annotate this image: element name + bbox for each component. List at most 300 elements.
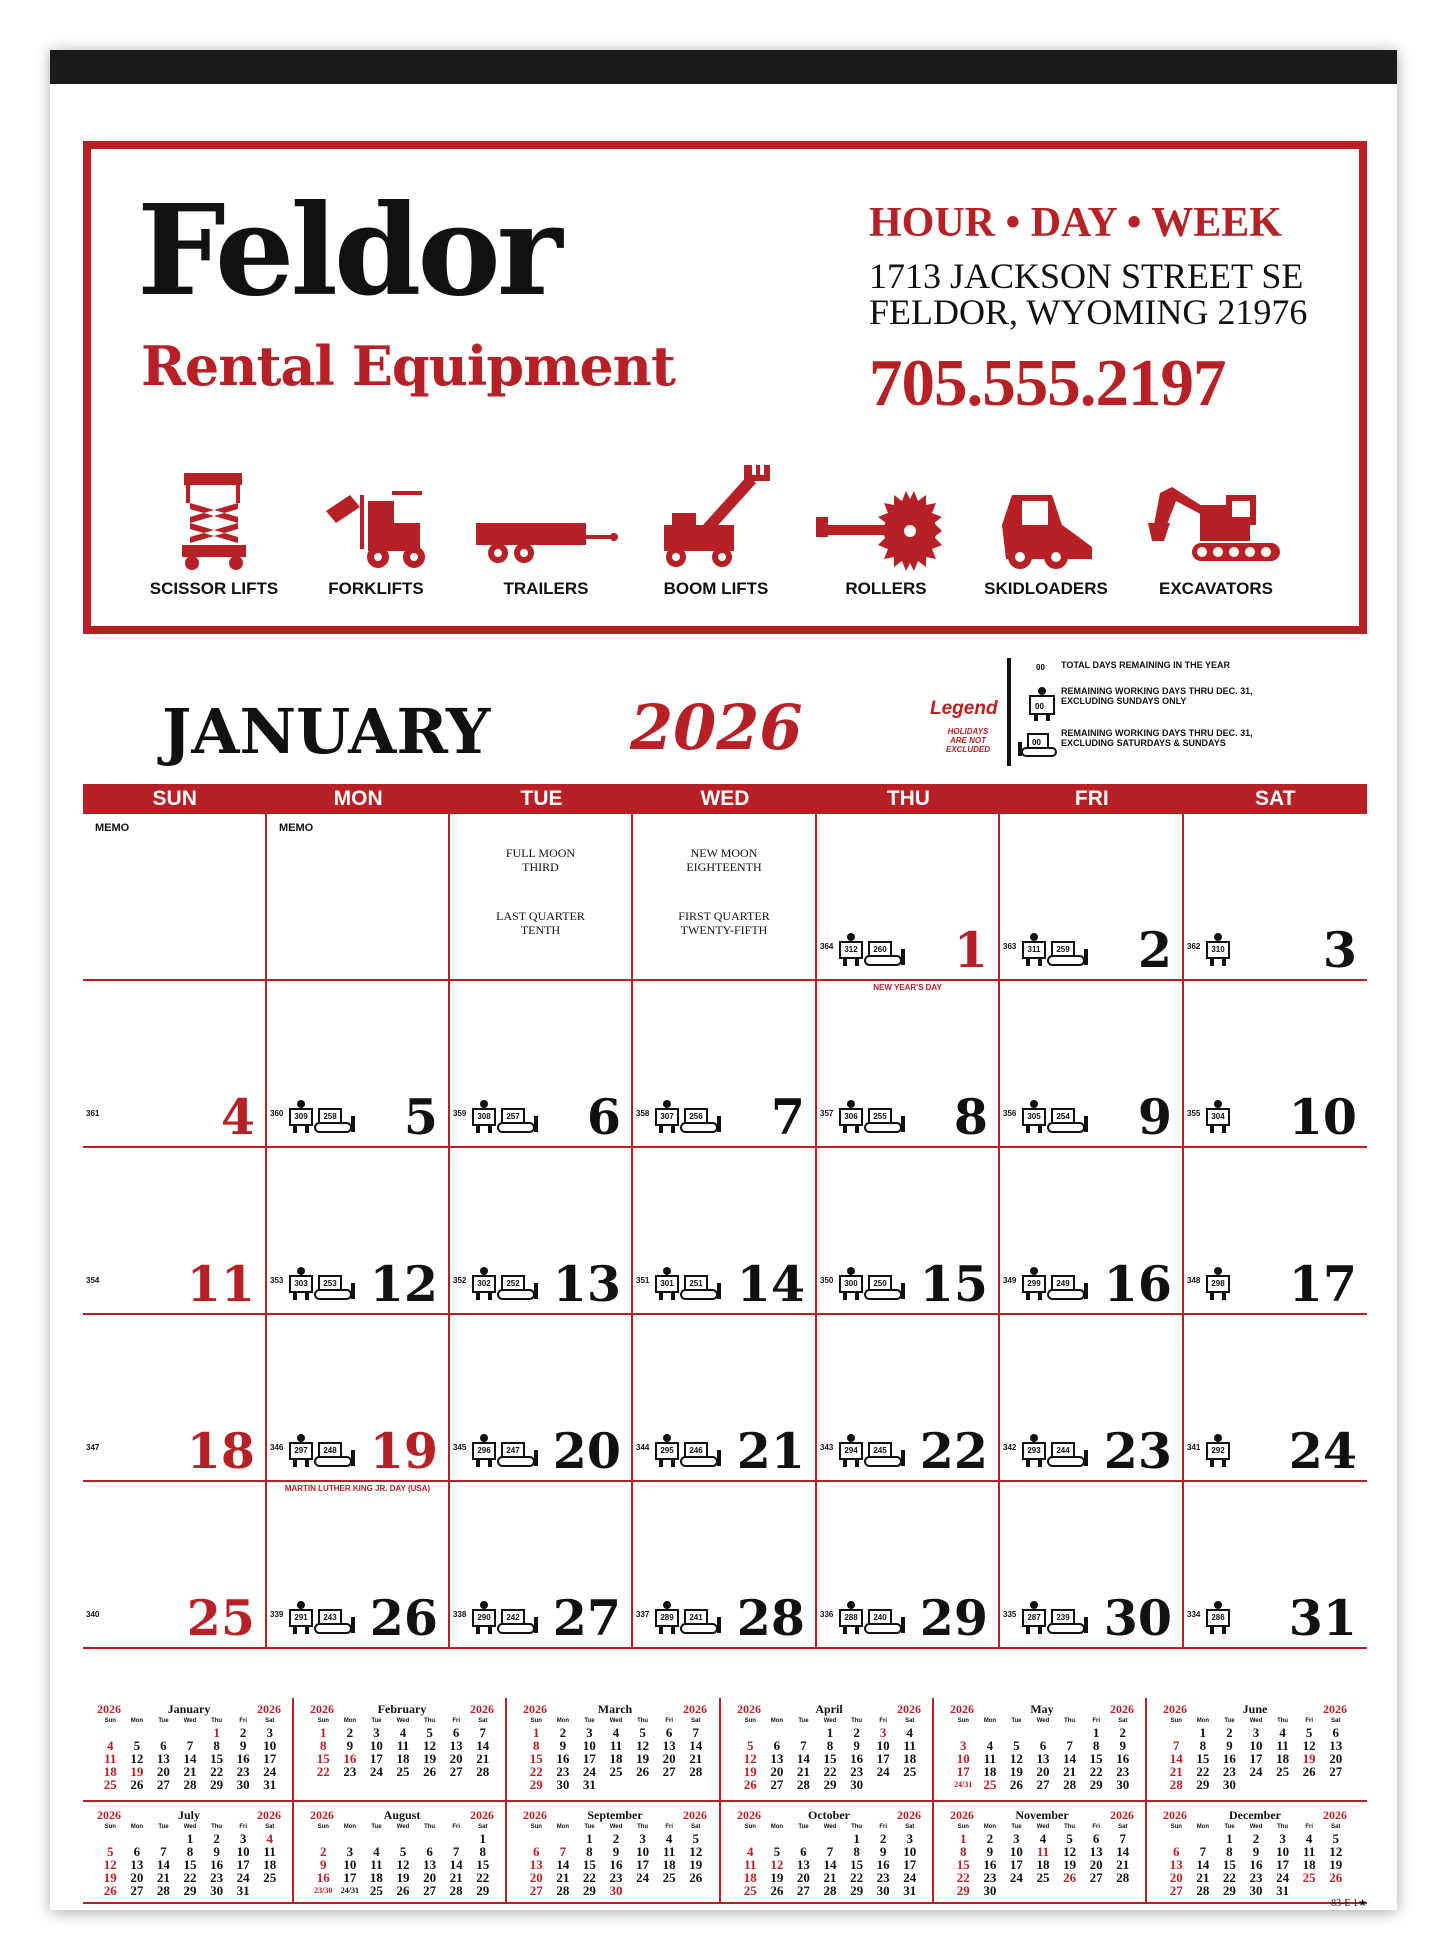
mini-day: 25: [1276, 1764, 1290, 1779]
mini-day: 7: [186, 1738, 194, 1753]
mini-day: 14: [476, 1738, 490, 1753]
working-days-icons: [287, 1100, 359, 1134]
mini-year: 2026: [257, 1702, 281, 1716]
day-cell[interactable]: [817, 981, 1000, 1148]
mini-day: 11: [744, 1857, 757, 1872]
mini-day: 20: [1169, 1870, 1183, 1885]
mini-day: 18: [1302, 1857, 1316, 1872]
advertiser-header: [83, 141, 1367, 634]
binding-strip: [50, 50, 1397, 84]
day-cell[interactable]: [817, 1482, 1000, 1649]
working-days-icons: [653, 1434, 725, 1468]
mini-day: 13: [662, 1738, 676, 1753]
mini-day: 3: [266, 1725, 273, 1740]
day-number: 17: [1288, 1255, 1357, 1313]
mini-day: 29: [956, 1883, 970, 1898]
moon-phase-label: FIRST QUARTER: [678, 909, 770, 923]
mini-month: [936, 1698, 1148, 1798]
mini-day: 2: [1226, 1725, 1233, 1740]
mini-weekdays: [1163, 1718, 1349, 1724]
mini-day: 23: [1222, 1764, 1236, 1779]
mini-day: 9: [612, 1844, 620, 1859]
mini-year: 2026: [897, 1702, 921, 1716]
mini-day: 20: [796, 1870, 810, 1885]
day-cell[interactable]: [83, 1148, 267, 1315]
mini-year: 2026: [97, 1808, 121, 1822]
mini-day: 11: [370, 1857, 383, 1872]
mini-weekday: Fri: [665, 1824, 674, 1830]
total-days-remaining: 360: [270, 1109, 284, 1118]
mini-weekday: Sat: [1118, 1718, 1128, 1724]
mini-day: 3: [346, 1844, 354, 1859]
working-days-icons: [837, 1267, 909, 1301]
mini-day: 1: [1092, 1725, 1100, 1740]
mini-day: 11: [263, 1844, 276, 1859]
day-cell[interactable]: [1184, 814, 1367, 981]
mini-weekday: Sat: [478, 1824, 488, 1830]
month-grid: [83, 784, 1367, 1649]
mini-days: [737, 1832, 923, 1897]
mini-weekday: Fri: [239, 1824, 248, 1830]
mini-day: 29: [210, 1777, 224, 1792]
mini-weekday: Wed: [396, 1718, 410, 1724]
total-days-remaining: 334: [1187, 1610, 1201, 1619]
mini-day: 8: [1092, 1738, 1100, 1753]
working-days-excl-weekends: 241: [689, 1613, 703, 1622]
working-days-excl-sundays: 297: [294, 1446, 308, 1455]
mini-day: 18: [983, 1764, 997, 1779]
mini-day: 27: [156, 1777, 170, 1792]
working-days-excl-sundays: 294: [844, 1446, 858, 1455]
mini-day: 23: [1249, 1870, 1263, 1885]
equipment-label: SKIDLOADERS: [984, 579, 1108, 598]
mini-day: 7: [1199, 1844, 1207, 1859]
day-cell[interactable]: [450, 1315, 633, 1482]
mini-month: [296, 1804, 508, 1904]
mini-day: 3: [586, 1725, 593, 1740]
mini-day: 12: [396, 1857, 410, 1872]
mini-year: 2026: [950, 1702, 974, 1716]
mini-year: 2026: [1163, 1702, 1187, 1716]
day-cell[interactable]: [1000, 1482, 1184, 1649]
working-days-excl-sundays: 290: [477, 1613, 491, 1622]
mini-day: 12: [130, 1751, 144, 1766]
day-cell[interactable]: [83, 1315, 267, 1482]
mini-weekday: Tue: [798, 1824, 809, 1830]
mini-day: 21: [556, 1870, 570, 1885]
mini-day: 21: [1196, 1870, 1210, 1885]
mini-day: 5: [399, 1844, 407, 1859]
mini-day: 26: [636, 1764, 650, 1779]
mini-day: 26: [770, 1883, 784, 1898]
mini-day: 28: [449, 1883, 463, 1898]
mini-day: 3: [1279, 1831, 1286, 1846]
mini-day: 3: [373, 1725, 380, 1740]
memo-label: MEMO: [95, 822, 130, 834]
mini-bottom-rule: [83, 1902, 1367, 1904]
working-days-excl-sundays: 311: [1027, 945, 1041, 954]
mini-days: [310, 1726, 496, 1778]
mini-weekday: Sat: [905, 1718, 915, 1724]
mini-day: 16: [876, 1857, 890, 1872]
mini-month-name: February: [377, 1702, 427, 1716]
roller-icon: [806, 465, 966, 575]
mini-day: 22: [210, 1764, 224, 1779]
legend-note: HOLIDAYS ARE NOT EXCLUDED: [945, 727, 990, 754]
memo-cell-mon[interactable]: [267, 814, 450, 981]
mini-day: 23: [236, 1764, 250, 1779]
memo-cell-sun[interactable]: [83, 814, 267, 981]
mini-day: 23: [876, 1870, 890, 1885]
day-cell[interactable]: [1000, 814, 1184, 981]
mini-day: 2: [612, 1831, 620, 1846]
working-days-excl-weekends: 250: [873, 1279, 887, 1288]
mini-day: 5: [1332, 1831, 1339, 1846]
mini-day: 10: [263, 1738, 277, 1753]
mini-day: 3: [879, 1725, 887, 1740]
day-cell[interactable]: [633, 1315, 817, 1482]
mini-day: 16: [609, 1857, 623, 1872]
mini-day: 6: [160, 1738, 167, 1753]
legend-text: TOTAL DAYS REMAINING IN THE YEAR: [1061, 660, 1231, 670]
mini-day: 17: [369, 1751, 383, 1766]
mini-day: 11: [662, 1844, 676, 1859]
mini-day: 6: [773, 1738, 781, 1753]
service-terms: HOUR • DAY • WEEK: [869, 200, 1282, 246]
mini-day: 7: [559, 1844, 567, 1859]
mini-day: 6: [533, 1844, 540, 1859]
mini-day: 30: [1249, 1883, 1263, 1898]
working-days-excl-sundays: 292: [1211, 1446, 1225, 1455]
mini-day: 12: [1063, 1844, 1077, 1859]
legend-item-excl-weekends: [1018, 728, 1278, 749]
mini-day: 12: [423, 1738, 437, 1753]
mini-days: [523, 1832, 709, 1897]
mini-day: 5: [1066, 1831, 1073, 1846]
mini-day: 5: [773, 1844, 781, 1859]
mini-day: 21: [183, 1764, 197, 1779]
total-days-remaining: 355: [1187, 1109, 1201, 1118]
mini-day: 4: [1039, 1831, 1047, 1846]
mini-day: 1: [1199, 1725, 1207, 1740]
mini-weekday: Sat: [691, 1824, 701, 1830]
mini-day: 7: [692, 1725, 699, 1740]
working-days-excl-weekends: 255: [873, 1112, 887, 1121]
mini-weekdays: [1163, 1824, 1349, 1830]
day-cell[interactable]: [1000, 1315, 1184, 1482]
mini-day: 9: [1252, 1844, 1260, 1859]
day-number: 11: [186, 1255, 255, 1313]
working-days-excl-sundays: 305: [1027, 1112, 1041, 1121]
working-days-excl-weekends: 248: [323, 1446, 337, 1455]
working-days-excl-weekends: 260: [873, 945, 887, 954]
equipment-label: SCISSOR LIFTS: [149, 579, 279, 598]
moon-phase-day: TENTH: [520, 923, 561, 937]
total-days-remaining: 340: [86, 1610, 100, 1619]
mini-day: 15: [316, 1751, 330, 1766]
mini-day: 10: [1009, 1844, 1023, 1859]
mini-day: 19: [770, 1870, 784, 1885]
mini-day: 24: [636, 1870, 650, 1885]
total-days-icon: [1018, 660, 1058, 676]
mini-weekday: Sun: [744, 1718, 756, 1724]
day-cell[interactable]: [1184, 1315, 1367, 1482]
mini-day: 30: [556, 1777, 570, 1792]
working-days-excl-weekends: 246: [689, 1446, 703, 1455]
mini-day: 10: [582, 1738, 596, 1753]
mini-day: 18: [1036, 1857, 1050, 1872]
equipment-rollers: [806, 465, 966, 605]
working-days-excl-sundays: 301: [660, 1279, 674, 1288]
day-cell[interactable]: [83, 981, 267, 1148]
svg-text:00: 00: [1036, 663, 1045, 672]
mini-month-name: September: [587, 1808, 643, 1822]
mini-month: [296, 1698, 508, 1798]
mini-day: 17: [582, 1751, 596, 1766]
day-number: 30: [1103, 1589, 1172, 1647]
mini-day: 18: [743, 1870, 757, 1885]
year-title: 2026: [630, 691, 803, 764]
mini-day: 22: [183, 1870, 197, 1885]
mini-day: 8: [826, 1738, 834, 1753]
mini-day: 6: [1173, 1844, 1180, 1859]
phone-number: 705.555.2197: [869, 346, 1226, 420]
mini-day: 1: [320, 1725, 327, 1740]
working-days-excl-sundays: 296: [477, 1446, 491, 1455]
mini-day: 25: [1302, 1870, 1316, 1885]
mini-day: 28: [823, 1883, 837, 1898]
mini-day: 2: [986, 1831, 994, 1846]
mini-weekday: Sat: [691, 1718, 701, 1724]
day-cell[interactable]: [267, 1315, 450, 1493]
mini-weekday: Sun: [317, 1824, 329, 1830]
mini-year: 2026: [683, 1808, 707, 1822]
mini-day: 13: [423, 1857, 437, 1872]
mini-day: 24: [236, 1870, 250, 1885]
day-number: 22: [919, 1422, 988, 1480]
mini-day: 15: [1222, 1857, 1236, 1872]
mini-day: 14: [796, 1751, 810, 1766]
mini-day: 26: [396, 1883, 410, 1898]
moon-phases-cell-wed: [633, 814, 817, 981]
day-cell[interactable]: [817, 814, 1000, 992]
mini-month-name: April: [815, 1702, 843, 1716]
mini-day: 25: [396, 1764, 410, 1779]
mini-day: 21: [823, 1870, 837, 1885]
day-number: 25: [186, 1589, 255, 1647]
mini-weekday: Sat: [265, 1824, 275, 1830]
day-cell[interactable]: [817, 1315, 1000, 1482]
mini-day: 27: [1169, 1883, 1183, 1898]
mini-day: 16: [850, 1751, 864, 1766]
total-days-remaining: 344: [636, 1443, 650, 1452]
total-days-remaining: 347: [86, 1443, 100, 1452]
mini-day: 2: [346, 1725, 354, 1740]
mini-day: 28: [1116, 1870, 1130, 1885]
mini-weekday: Thu: [637, 1824, 649, 1830]
working-days-icons: [837, 933, 909, 967]
mini-day: 3: [906, 1831, 913, 1846]
day-number: 12: [369, 1255, 438, 1313]
mini-day: 29: [1222, 1883, 1236, 1898]
mini-day: 27: [130, 1883, 144, 1898]
mini-day: 19: [1329, 1857, 1343, 1872]
mini-day: 17: [1249, 1751, 1263, 1766]
mini-weekday: Thu: [851, 1824, 863, 1830]
working-days-excl-weekends: 254: [1056, 1112, 1070, 1121]
total-days-remaining: 349: [1003, 1276, 1017, 1285]
day-number: 1: [953, 921, 988, 979]
weekday-wed: WED: [700, 787, 750, 810]
day-cell[interactable]: [267, 1482, 450, 1649]
day-cell[interactable]: [1184, 1482, 1367, 1649]
mini-month: [723, 1804, 935, 1904]
mini-day: 17: [636, 1857, 650, 1872]
mini-weekday: Tue: [798, 1718, 809, 1724]
day-cell[interactable]: [450, 1482, 633, 1649]
day-cell[interactable]: [817, 1148, 1000, 1315]
mini-month-name: July: [177, 1808, 200, 1822]
mini-day: 11: [104, 1751, 117, 1766]
day-cell[interactable]: [1000, 1148, 1184, 1315]
mini-day: 11: [1276, 1738, 1289, 1753]
day-cell[interactable]: [450, 981, 633, 1148]
legend-item-total: [1018, 660, 1278, 670]
mini-day: 2: [320, 1844, 327, 1859]
svg-text:00: 00: [1035, 702, 1044, 711]
mini-day: 29: [1196, 1777, 1210, 1792]
mini-day: 26: [689, 1870, 703, 1885]
mini-day: 10: [956, 1751, 970, 1766]
mini-day: 31: [263, 1777, 277, 1792]
mini-day: 27: [449, 1764, 463, 1779]
mini-day: 22: [1089, 1764, 1103, 1779]
day-cell[interactable]: [633, 1482, 817, 1649]
day-number: 26: [369, 1589, 438, 1647]
mini-weekday: Mon: [983, 1824, 997, 1830]
boom-lift-icon: [636, 465, 796, 575]
day-cell[interactable]: [1000, 981, 1184, 1148]
mini-day: 16: [1249, 1857, 1263, 1872]
working-days-excl-weekends: 251: [689, 1279, 703, 1288]
mini-day: 28: [1196, 1883, 1210, 1898]
mini-day: 18: [396, 1751, 410, 1766]
working-days-excl-weekends: 258: [323, 1112, 337, 1121]
mini-weekday: Thu: [211, 1718, 223, 1724]
mini-day: 10: [369, 1738, 383, 1753]
equipment-label: FORKLIFTS: [328, 579, 424, 598]
mini-day: 4: [665, 1831, 673, 1846]
mini-day: 24: [876, 1764, 890, 1779]
mini-day: 3: [960, 1738, 967, 1753]
mini-day: 12: [1302, 1738, 1316, 1753]
mini-weekday: Mon: [556, 1824, 570, 1830]
total-days-remaining: 343: [820, 1443, 834, 1452]
mini-day: 9: [346, 1738, 354, 1753]
mini-year: 2026: [310, 1808, 334, 1822]
total-days-remaining: 358: [636, 1109, 650, 1118]
mini-day: 3: [1013, 1831, 1020, 1846]
mini-day: 4: [266, 1831, 273, 1846]
memo-label: MEMO: [279, 822, 314, 834]
mini-day: 28: [556, 1883, 570, 1898]
mini-day: 1: [1226, 1831, 1233, 1846]
mini-day: 23: [609, 1870, 623, 1885]
mini-day: 11: [396, 1738, 410, 1753]
mini-day: 17: [343, 1870, 357, 1885]
equipment-label: BOOM LIFTS: [663, 579, 769, 598]
mini-weekday: Mon: [983, 1718, 997, 1724]
mini-weekday: Wed: [183, 1718, 197, 1724]
day-cell[interactable]: [267, 1148, 450, 1315]
day-number: 27: [552, 1589, 621, 1647]
day-cell[interactable]: [267, 981, 450, 1148]
day-number: 19: [369, 1422, 438, 1480]
mini-day: 19: [743, 1764, 757, 1779]
mini-month-name: March: [597, 1702, 633, 1716]
mini-day: 21: [1116, 1857, 1130, 1872]
mini-days: [950, 1726, 1136, 1791]
mini-day: 30: [1116, 1777, 1130, 1792]
mini-day: 26: [743, 1777, 757, 1792]
day-cell[interactable]: [450, 1148, 633, 1315]
mini-year: 2026: [257, 1808, 281, 1822]
mini-day: 29: [582, 1883, 596, 1898]
mini-day: 24: [1009, 1870, 1023, 1885]
mini-day: 24: [263, 1764, 277, 1779]
mini-day: 21: [476, 1751, 490, 1766]
mini-year: 2026: [1110, 1808, 1134, 1822]
mini-month: [509, 1698, 721, 1798]
equipment-trailers: [466, 465, 626, 605]
mini-weekday: Sun: [1170, 1718, 1182, 1724]
mini-weekday: Sat: [1118, 1824, 1128, 1830]
mini-day: 17: [1276, 1857, 1290, 1872]
working-days-excl-sundays: 291: [294, 1613, 308, 1622]
total-days-remaining: 341: [1187, 1443, 1201, 1452]
working-days-excl-weekends: 244: [1056, 1446, 1070, 1455]
mini-day: 10: [903, 1844, 917, 1859]
working-days-icons: [837, 1100, 909, 1134]
mini-day: 15: [210, 1751, 224, 1766]
mini-weekdays: [737, 1824, 923, 1830]
day-cell[interactable]: [83, 1482, 267, 1649]
working-days-excl-sundays: 286: [1211, 1613, 1225, 1622]
mini-day: 6: [665, 1725, 673, 1740]
mini-month-name: August: [383, 1808, 421, 1822]
mini-day: 13: [1036, 1751, 1050, 1766]
total-days-remaining: 363: [1003, 942, 1017, 951]
mini-weekday: Mon: [770, 1718, 784, 1724]
mini-weekday: Tue: [158, 1718, 169, 1724]
working-days-icons: [1020, 933, 1092, 967]
mini-day: 5: [639, 1725, 646, 1740]
working-days-icons: [470, 1601, 542, 1635]
mini-day: 18: [103, 1764, 117, 1779]
mini-day: 4: [399, 1725, 407, 1740]
day-cell[interactable]: [1184, 981, 1367, 1148]
day-cell[interactable]: [1184, 1148, 1367, 1315]
day-cell[interactable]: [633, 1148, 817, 1315]
mini-weekday: Tue: [1011, 1718, 1022, 1724]
day-cell[interactable]: [633, 981, 817, 1148]
holiday-label: MARTIN LUTHER KING JR. DAY (USA): [284, 1484, 431, 1493]
working-days-icons: [1204, 1601, 1276, 1635]
equipment-boom-lifts: [636, 465, 796, 605]
mini-day: 18: [662, 1857, 676, 1872]
mini-day: 6: [133, 1844, 141, 1859]
mini-day: 24: [1276, 1870, 1290, 1885]
